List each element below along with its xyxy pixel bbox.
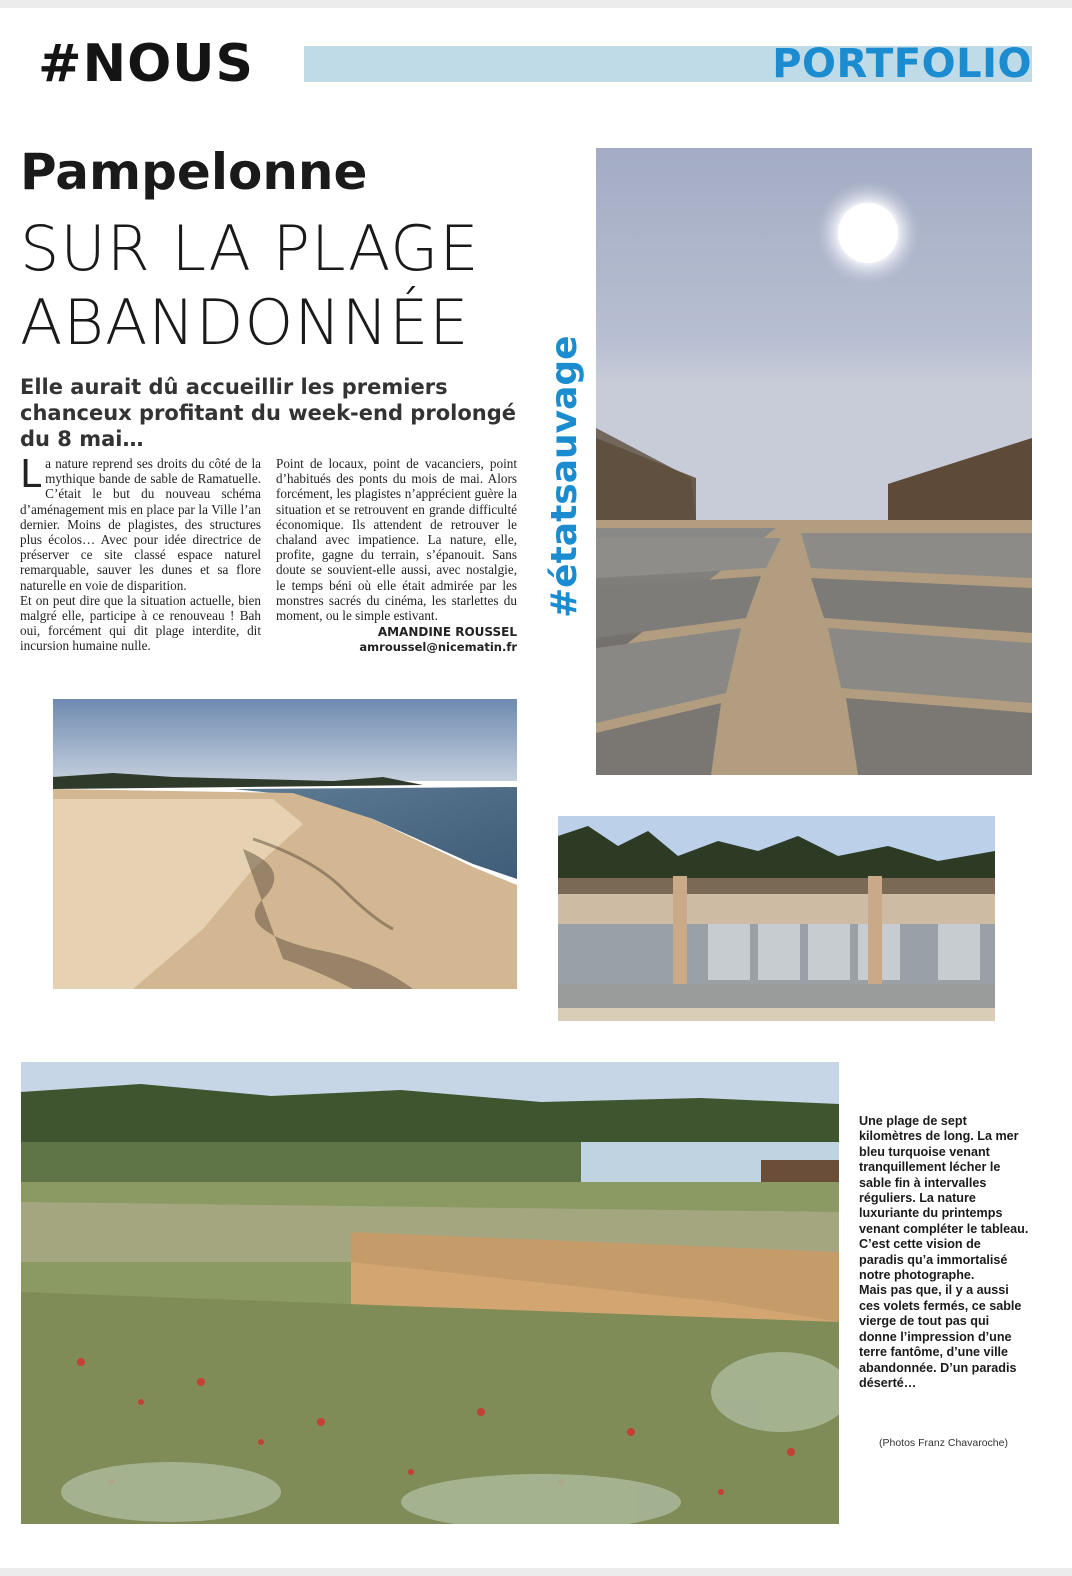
photo-pergola	[558, 816, 995, 1021]
section-tag: #NOUS	[38, 34, 254, 94]
top-edge	[0, 0, 1072, 8]
photo-beach	[53, 699, 517, 989]
dropcap: L	[20, 452, 42, 496]
column-1-paragraph-2: Et on peut dire que la situation actuelle, bien malgré elle, participe à ce renouveau ! Bah oui, forcément qui dit plage interdite, dit incursion humaine nulle.	[20, 592, 261, 654]
caption-paragraph-2: Mais pas que, il y a aussi ces volets fermés, ce sable vierge de tout pas qui donne l’impression d’une terre fantôme, d’une ville abandonnée. D’un paradis déserté…	[859, 1283, 1022, 1390]
column-1-paragraph-1: a nature reprend ses droits du côté de la mythique bande de sable de Ramatuelle. C’était le but du nouveau schéma d’aménagement mis en place par la Ville l’an dernier. Moins de plagistes, des structures plus écolos… Avec pour idée directrice de préserver ce site classé espace naturel remarquable, sauver les dunes et sa flore naturelle en voie de disparition.	[20, 456, 261, 593]
rubric-label: PORTFOLIO	[772, 41, 1032, 87]
headline-place: Pampelonne	[20, 143, 368, 201]
article-column-1	[20, 452, 261, 654]
hashtag-vertical: #étatsauvage	[544, 335, 585, 618]
headline-title: SUR LA PLAGE ABANDONNÉE	[20, 212, 480, 359]
article-column-2	[276, 456, 517, 656]
standfirst: Elle aurait dû accueillir les premiers chanceux profitant du week-end prolongé du 8 mai…	[20, 375, 516, 451]
photo-boardwalk	[596, 148, 1032, 775]
author-email[interactable]: amroussel@nicematin.fr	[359, 640, 517, 655]
photo-dunes	[21, 1062, 839, 1524]
photo-caption	[859, 1114, 1029, 1391]
bottom-edge	[0, 1568, 1072, 1576]
photo-credit: (Photos Franz Chavaroche)	[879, 1437, 1008, 1449]
column-2-paragraph-1: Point de locaux, point de vacanciers, point d’habitués des ponts du mois de mai. Alors forcément, les plagistes n’apprécient guère la situation et se retrouvent en grande difficulté économique. Ils attendent de retrouver le chaland avec impatience. La nature, elle, profite, gagne du terrain, s’épanouit. Sans doute se souvient-elle aussi, avec nostalgie, le temps béni où elle était admirée par les monstres sacrés du cinéma, les starlettes du moment, ou le simple estivant.	[276, 456, 517, 624]
author-byline: AMANDINE ROUSSEL	[377, 625, 517, 640]
caption-paragraph-1: Une plage de sept kilomètres de long. La mer bleu turquoise venant tranquillement lécher le sable fin à intervalles réguliers. La nature luxuriante du printemps venant compléter le tableau. C’est cette vision de paradis qu’a immortalisé notre photographe.	[859, 1114, 1029, 1283]
